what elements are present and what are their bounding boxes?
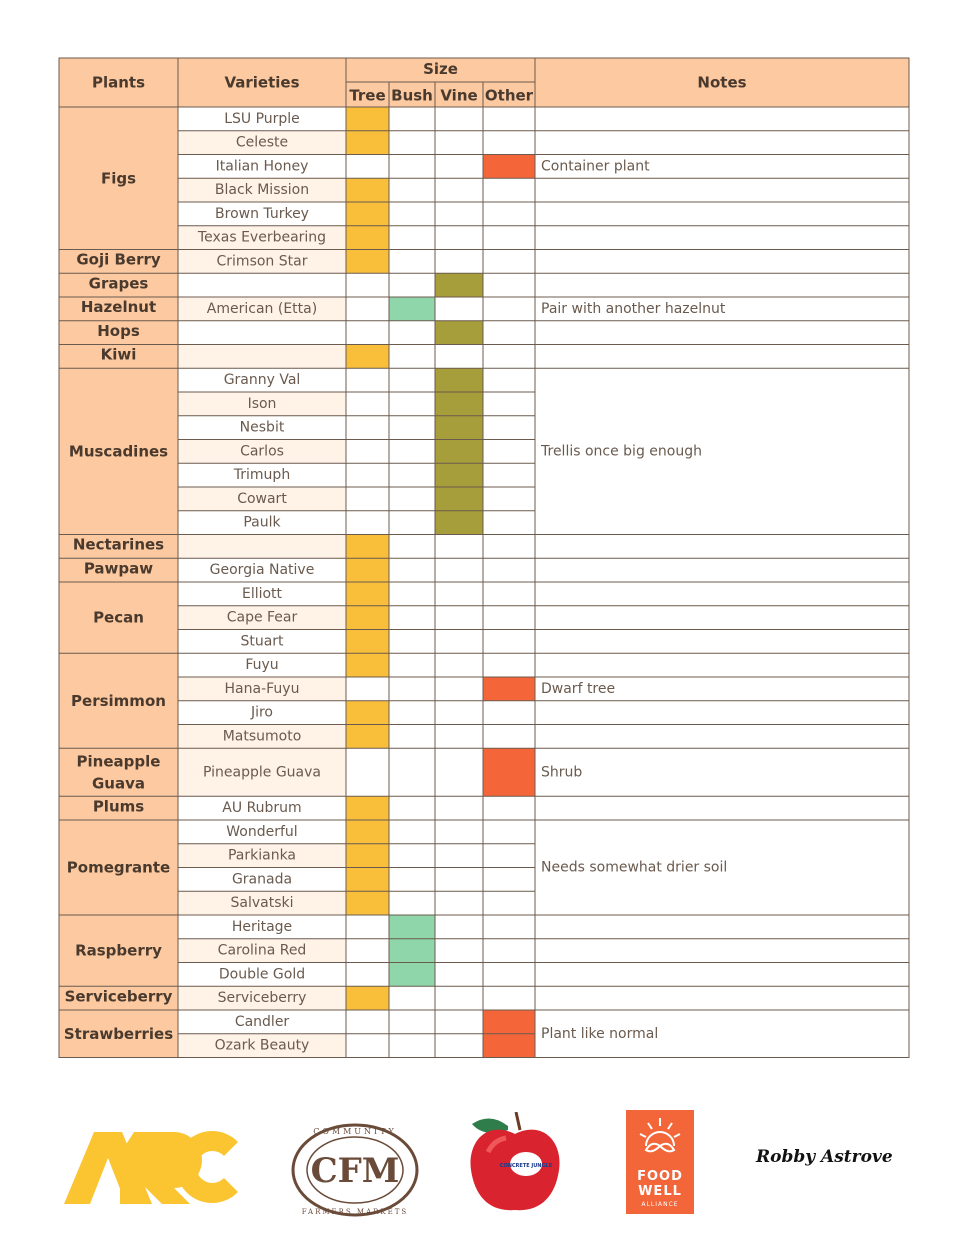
variety-label: AU Rubrum bbox=[222, 800, 302, 817]
size-mark-tree bbox=[346, 178, 389, 202]
variety-label: Carlos bbox=[240, 443, 284, 460]
variety-label: Jiro bbox=[250, 704, 274, 721]
variety-label: Crimson Star bbox=[216, 253, 308, 270]
variety-label: American (Etta) bbox=[206, 300, 318, 317]
plant-name: Hazelnut bbox=[80, 298, 157, 316]
plant-name-line: Guava bbox=[91, 774, 146, 793]
size-mark-tree bbox=[346, 535, 389, 559]
size-mark-tree bbox=[346, 107, 389, 131]
variety-label: Trimuph bbox=[233, 467, 291, 484]
header-size: Size bbox=[423, 60, 458, 78]
size-mark-other bbox=[483, 677, 535, 701]
variety-label: Cape Fear bbox=[226, 609, 298, 626]
variety-label: LSU Purple bbox=[224, 110, 300, 127]
size-mark-tree bbox=[346, 701, 389, 725]
variety-label: Carolina Red bbox=[217, 942, 307, 959]
variety-label: Salvatski bbox=[230, 895, 294, 912]
plant-name: Nectarines bbox=[72, 535, 165, 554]
size-mark-other bbox=[483, 748, 535, 796]
plant-name: Muscadines bbox=[68, 442, 169, 461]
size-mark-tree bbox=[346, 202, 389, 226]
note-text: Dwarf tree bbox=[541, 680, 616, 697]
variety-label: Serviceberry bbox=[217, 990, 307, 1007]
group-note-text: Trellis once big enough bbox=[541, 443, 702, 460]
size-mark-bush bbox=[389, 963, 435, 987]
variety-label: Stuart bbox=[240, 633, 284, 650]
size-mark-vine bbox=[435, 368, 483, 392]
concrete-jungle-apple-logo bbox=[466, 1112, 564, 1212]
size-mark-tree bbox=[346, 250, 389, 274]
variety-cell-bg bbox=[178, 345, 346, 369]
plant-name: Grapes bbox=[88, 274, 149, 293]
svg-text:FOOD: FOOD bbox=[637, 1169, 683, 1184]
variety-label: Double Gold bbox=[218, 966, 306, 983]
svg-text:FARMERS MARKETS: FARMERS MARKETS bbox=[301, 1208, 409, 1216]
size-mark-other bbox=[483, 1010, 535, 1034]
note-text: Container plant bbox=[541, 158, 650, 175]
size-mark-tree bbox=[346, 558, 389, 582]
note-text: Shrub bbox=[541, 764, 583, 781]
size-mark-tree bbox=[346, 820, 389, 844]
variety-label: Pineapple Guava bbox=[203, 764, 321, 781]
variety-label: Elliott bbox=[241, 585, 283, 602]
header-varieties: Varieties bbox=[224, 73, 300, 92]
size-mark-tree bbox=[346, 582, 389, 606]
size-mark-vine bbox=[435, 416, 483, 440]
plant-name: Pawpaw bbox=[83, 559, 154, 578]
variety-label: Italian Honey bbox=[215, 158, 309, 175]
size-mark-tree bbox=[346, 725, 389, 749]
variety-label: Celeste bbox=[235, 134, 289, 151]
header-size-tree: Tree bbox=[349, 86, 386, 105]
size-mark-tree bbox=[346, 891, 389, 915]
variety-label: Cowart bbox=[237, 490, 287, 507]
food-well-alliance-logo bbox=[626, 1110, 694, 1214]
svg-text:COMMUNITY: COMMUNITY bbox=[313, 1127, 397, 1136]
header-size-vine: Vine bbox=[440, 86, 478, 105]
variety-label: Matsumoto bbox=[222, 728, 302, 745]
variety-label: Granny Val bbox=[223, 372, 301, 389]
size-mark-tree bbox=[346, 844, 389, 868]
size-mark-vine bbox=[435, 487, 483, 511]
cfm-logo bbox=[290, 1120, 420, 1220]
arc-logo bbox=[64, 1128, 242, 1206]
variety-label: Hana-Fuyu bbox=[224, 680, 300, 697]
size-mark-vine bbox=[435, 511, 483, 535]
size-mark-tree bbox=[346, 868, 389, 892]
size-mark-tree bbox=[346, 630, 389, 654]
variety-label: Paulk bbox=[243, 514, 281, 531]
header-size-bush: Bush bbox=[391, 86, 433, 105]
plant-name-line: Pineapple bbox=[76, 752, 161, 771]
size-mark-bush bbox=[389, 297, 435, 321]
size-mark-vine bbox=[435, 321, 483, 345]
plant-name: Pomegrante bbox=[66, 858, 171, 877]
robby-astrove-signature: Robby Astrove bbox=[756, 1147, 893, 1167]
size-mark-bush bbox=[389, 915, 435, 939]
variety-label: Fuyu bbox=[245, 657, 279, 674]
variety-label: Ozark Beauty bbox=[214, 1037, 310, 1054]
group-note-text: Plant like normal bbox=[541, 1025, 659, 1042]
variety-label: Parkianka bbox=[227, 847, 297, 864]
plant-name: Plums bbox=[92, 797, 145, 816]
variety-cell-bg bbox=[178, 535, 346, 559]
plant-name: Kiwi bbox=[100, 345, 137, 364]
svg-text:CONCRETE JUNGLE: CONCRETE JUNGLE bbox=[499, 1163, 553, 1169]
header-notes: Notes bbox=[697, 73, 747, 92]
variety-label: Georgia Native bbox=[209, 562, 315, 579]
size-mark-tree bbox=[346, 653, 389, 677]
svg-text:ALLIANCE: ALLIANCE bbox=[641, 1201, 679, 1208]
variety-label: Wonderful bbox=[226, 823, 298, 840]
plant-name: Pecan bbox=[93, 608, 144, 627]
svg-text:WELL: WELL bbox=[638, 1184, 682, 1199]
plant-name: Hops bbox=[97, 321, 140, 340]
size-mark-tree bbox=[346, 606, 389, 630]
variety-label: Heritage bbox=[231, 918, 293, 935]
size-mark-tree bbox=[346, 796, 389, 820]
size-mark-tree bbox=[346, 986, 389, 1010]
variety-label: Candler bbox=[234, 1013, 290, 1030]
size-mark-vine bbox=[435, 273, 483, 297]
size-mark-vine bbox=[435, 392, 483, 416]
plant-name: Persimmon bbox=[71, 691, 166, 710]
plant-name: Serviceberry bbox=[64, 987, 173, 1006]
size-mark-vine bbox=[435, 440, 483, 464]
plant-name: Figs bbox=[100, 169, 137, 188]
plant-name: Raspberry bbox=[75, 941, 162, 960]
size-mark-other bbox=[483, 1034, 535, 1058]
variety-label: Black Mission bbox=[214, 182, 310, 199]
variety-label: Texas Everbearing bbox=[197, 229, 327, 246]
size-mark-tree bbox=[346, 226, 389, 250]
size-mark-vine bbox=[435, 463, 483, 487]
size-mark-tree bbox=[346, 131, 389, 155]
variety-label: Brown Turkey bbox=[215, 205, 309, 222]
plant-name: Strawberries bbox=[63, 1024, 174, 1043]
note-text: Pair with another hazelnut bbox=[541, 300, 726, 317]
size-mark-tree bbox=[346, 345, 389, 369]
group-note-text: Needs somewhat drier soil bbox=[541, 859, 728, 876]
header-plants: Plants bbox=[91, 73, 146, 92]
plant-name: Goji Berry bbox=[76, 250, 161, 269]
header-size-other: Other bbox=[484, 86, 534, 105]
size-mark-bush bbox=[389, 939, 435, 963]
size-mark-other bbox=[483, 155, 535, 179]
variety-label: Nesbit bbox=[239, 419, 285, 436]
variety-label: Granada bbox=[231, 871, 293, 888]
svg-text:CFM: CFM bbox=[310, 1151, 400, 1191]
variety-label: Ison bbox=[247, 395, 277, 412]
